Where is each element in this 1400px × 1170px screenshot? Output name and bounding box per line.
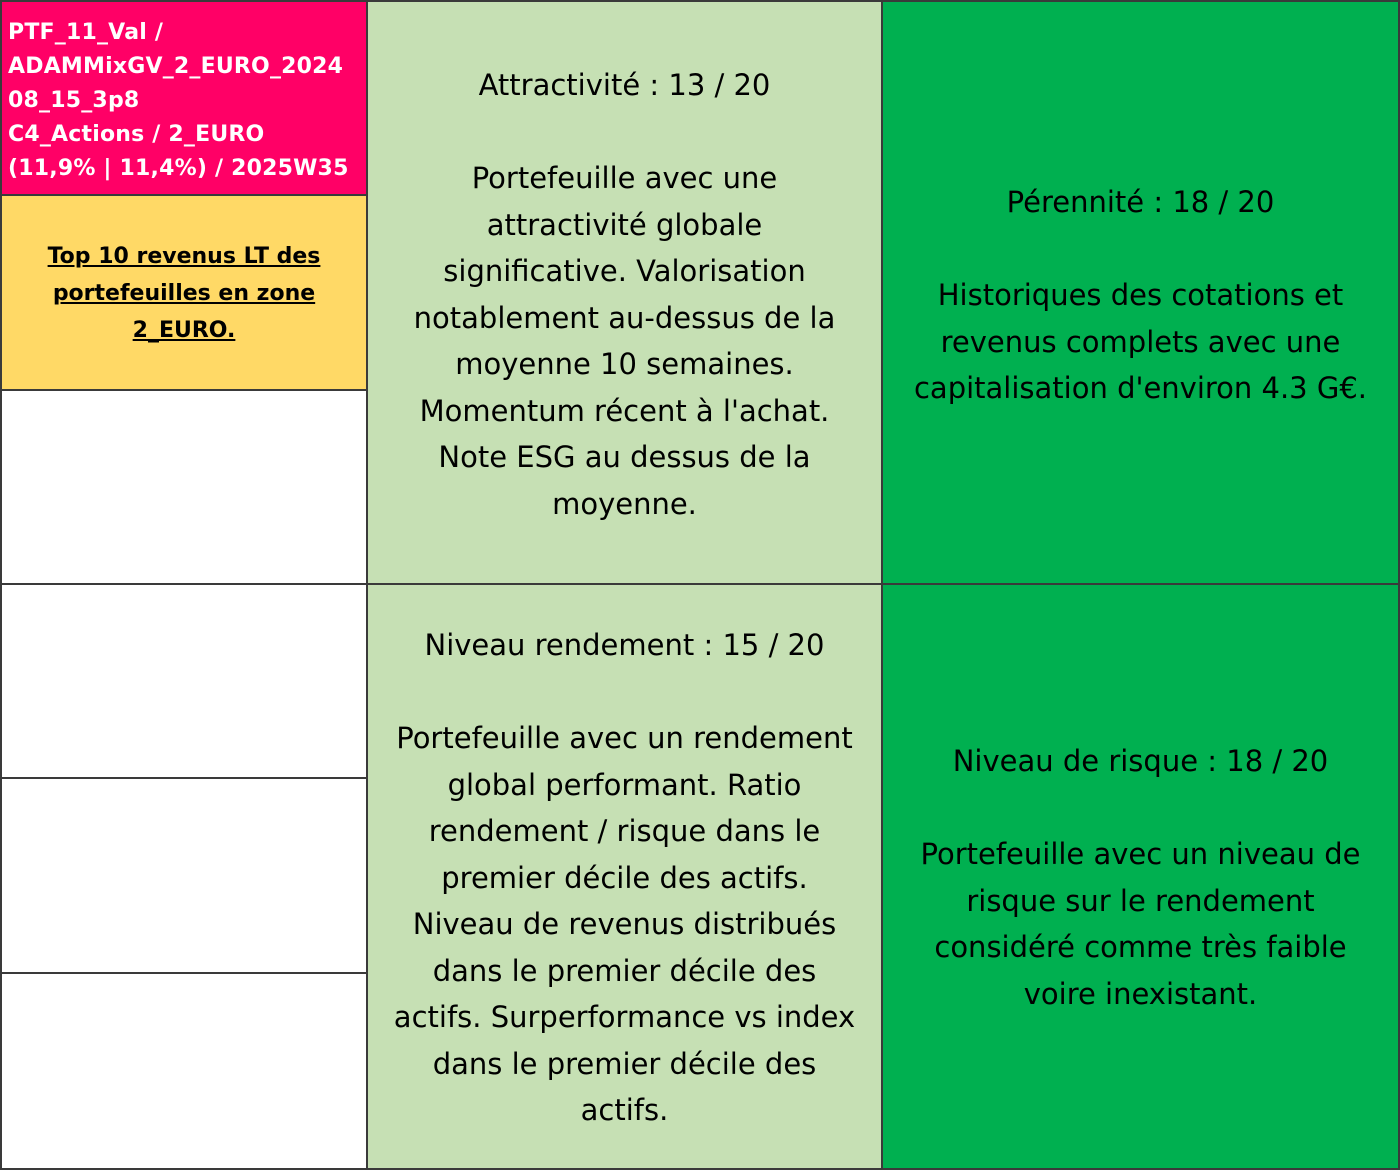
perennite-text-line: capitalisation d'environ 4.3 G€. [913, 371, 1367, 405]
rendement-text-line: rendement / risque dans le [428, 814, 821, 848]
rendement-text-line: Niveau de revenus distribués [412, 907, 837, 941]
portfolio-title-line: 08_15_3p8 [8, 88, 140, 113]
perennite-text-line: revenus complets avec une [940, 324, 1341, 359]
empty-cell [0, 777, 368, 974]
perennite-title: Pérennité : 18 / 20 [1006, 185, 1275, 219]
attractivite-text-line: attractivité globale [486, 207, 763, 242]
attractivite-text-line: Momentum récent à l'achat. [419, 393, 830, 428]
attractivite-title: Attractivité : 13 / 20 [478, 68, 771, 102]
perennite-content [883, 179, 1398, 412]
portfolio-title-line: ADAMMixGV_2_EURO_2024 [8, 54, 344, 79]
risque-text-line: voire inexistant. [1023, 976, 1258, 1011]
attractivite-text-line: moyenne. [552, 486, 697, 521]
risque-cell [881, 583, 1400, 1170]
rendement-text-line: actifs. [580, 1093, 669, 1127]
attractivite-text-line: notablement au-dessus de la [413, 300, 836, 335]
rendement-text-line: premier décile des actifs. [441, 860, 808, 895]
portfolio-title-line: (11,9% | 11,4%) / 2025W35 [8, 156, 349, 181]
risque-text-line: considéré comme très faible [934, 930, 1347, 964]
rendement-content [368, 622, 881, 1134]
rendement-text-line: global performant. Ratio [447, 767, 802, 802]
perennite-cell [881, 0, 1400, 585]
attractivite-text-line: Note ESG au dessus de la [438, 440, 811, 474]
risque-title: Niveau de risque : 18 / 20 [952, 744, 1329, 778]
attractivite-cell [366, 0, 883, 585]
attractivite-content [368, 62, 881, 527]
attractivite-text-line: moyenne 10 semaines. [455, 347, 794, 381]
empty-cell [0, 583, 368, 779]
attractivite-text-line: significative. Valorisation [443, 254, 806, 288]
empty-cell [0, 389, 368, 585]
rendement-cell [366, 583, 883, 1170]
portfolio-title-line: PTF_11_Val / [8, 20, 164, 45]
rendement-text-line: dans le premier décile des [432, 953, 817, 988]
rendement-title: Niveau rendement : 15 / 20 [424, 628, 825, 662]
rendement-text-line: dans le premier décile des [432, 1046, 817, 1081]
attractivite-text-line: Portefeuille avec une [471, 161, 778, 195]
risque-text-line: risque sur le rendement [966, 883, 1315, 918]
portfolio-title-cell [0, 0, 368, 196]
rendement-text-line: Portefeuille avec un rendement [396, 721, 853, 755]
top10-link-line[interactable]: Top 10 revenus LT des [47, 244, 321, 269]
risque-text-line: Portefeuille avec un niveau de [920, 837, 1361, 871]
top10-link-line[interactable]: 2_EURO. [132, 318, 236, 343]
top10-link-line[interactable]: portefeuilles en zone [52, 281, 316, 306]
rendement-text-line: actifs. Surperformance vs index [393, 1000, 856, 1034]
risque-content [883, 738, 1398, 1017]
perennite-text-line: Historiques des cotations et [937, 278, 1344, 312]
top10-link-cell [0, 194, 368, 391]
empty-cell [0, 972, 368, 1170]
portfolio-title-line: C4_Actions / 2_EURO [8, 122, 265, 147]
